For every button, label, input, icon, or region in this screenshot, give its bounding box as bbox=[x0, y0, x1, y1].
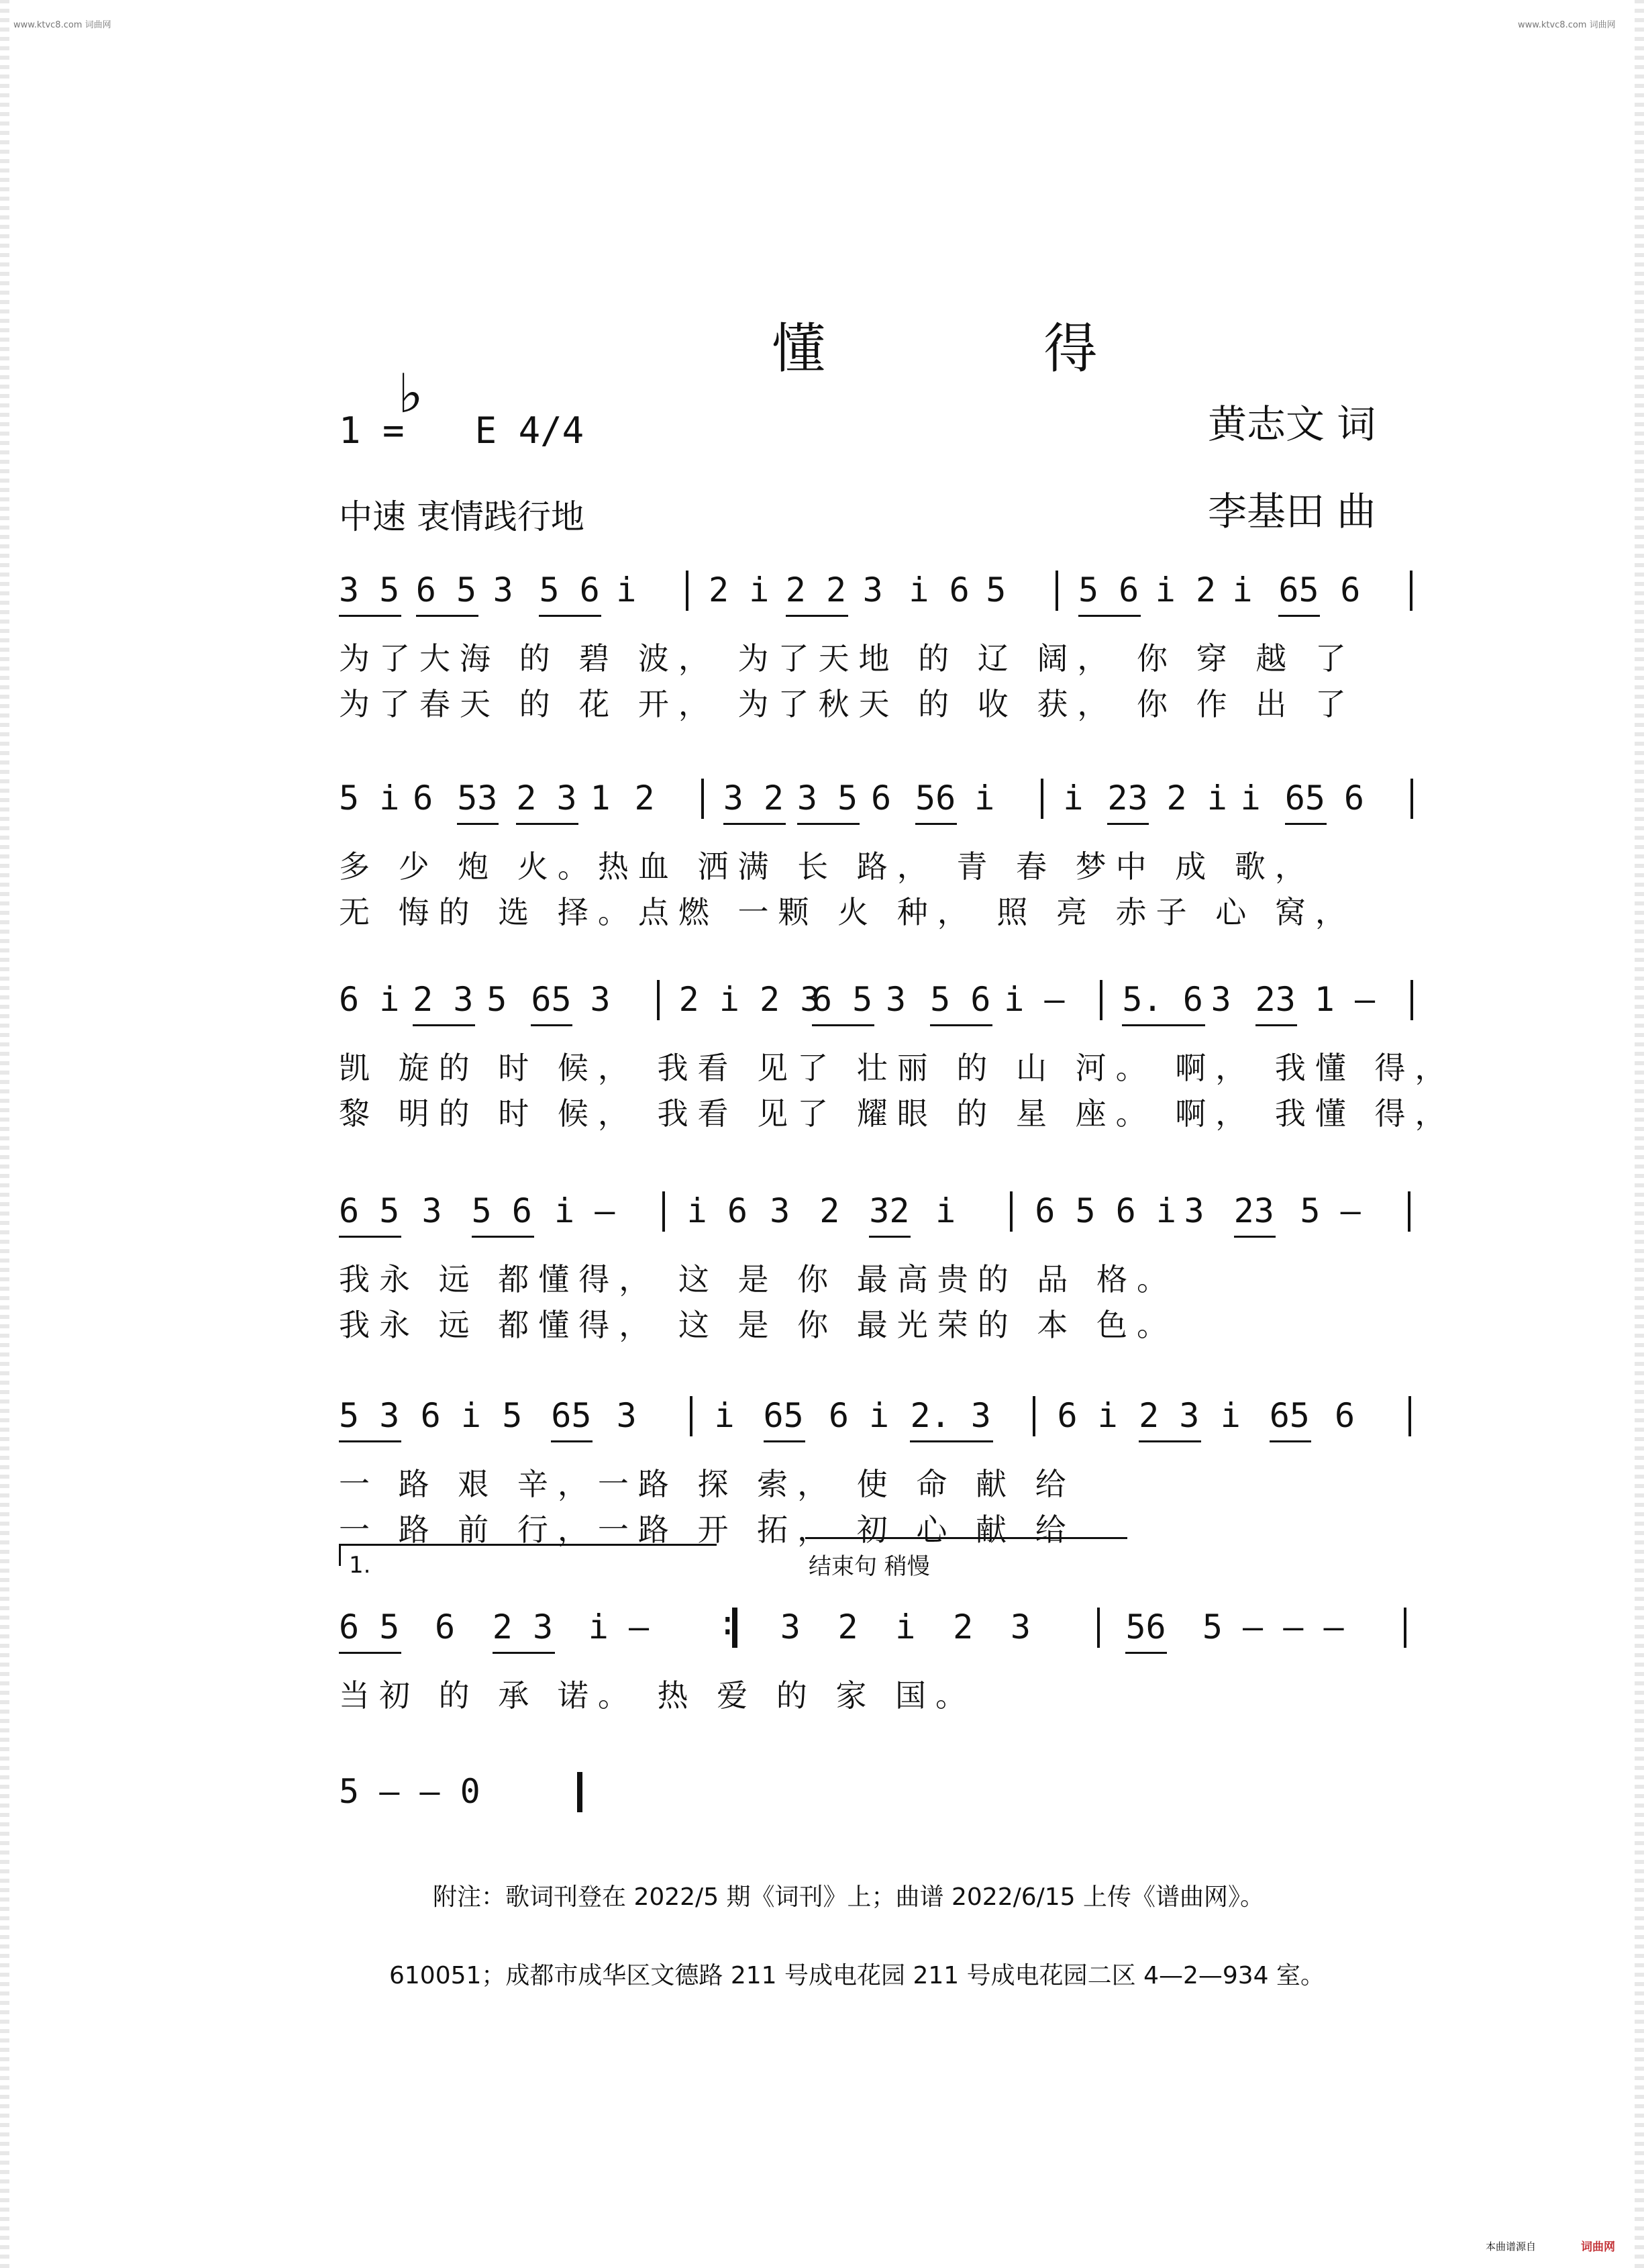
note-group: 3 bbox=[770, 1191, 790, 1230]
beam-underline bbox=[416, 615, 478, 617]
note-group: 6 5 bbox=[339, 1191, 400, 1230]
note-group: 2 bbox=[634, 779, 655, 818]
beam-underline bbox=[413, 1024, 475, 1026]
note-group: 56 bbox=[915, 779, 956, 818]
beam-underline bbox=[1255, 1024, 1297, 1026]
note-group: i bbox=[974, 779, 995, 818]
note-group: 65 bbox=[551, 1396, 592, 1435]
note-group: 6 i bbox=[1057, 1396, 1118, 1435]
note-group: 6 5 bbox=[811, 980, 873, 1019]
beam-underline bbox=[1278, 615, 1320, 617]
volta-bracket bbox=[339, 1544, 717, 1566]
note-group: 3 5 bbox=[339, 571, 400, 609]
beam-underline bbox=[723, 823, 786, 825]
note-group: 3 bbox=[1184, 1191, 1204, 1230]
lyricist-credit: 黄志文 词 bbox=[1208, 401, 1376, 447]
note-group: i — bbox=[588, 1608, 650, 1646]
barline bbox=[1404, 1608, 1406, 1648]
barline bbox=[1097, 1608, 1100, 1648]
barline bbox=[662, 1191, 665, 1232]
note-group: 2 3 bbox=[492, 1608, 554, 1646]
lyric-line: 多 少 炮 火。热血 洒满 长 路， 青 春 梦中 成 歌， bbox=[339, 848, 1315, 885]
note-group: i 6 bbox=[686, 1191, 748, 1230]
note-group: 5 — bbox=[1300, 1191, 1361, 1230]
note-group: 3 bbox=[616, 1396, 637, 1435]
note-group: 5 — — 0 bbox=[339, 1772, 480, 1811]
watermark-top-left: www.ktvc8.com 词曲网 bbox=[13, 20, 111, 30]
note-group: i bbox=[714, 1396, 735, 1435]
barline bbox=[686, 571, 688, 611]
song-title: 懂 得 bbox=[772, 317, 1198, 380]
flat-sign: ♭ bbox=[398, 362, 423, 425]
barline bbox=[1041, 779, 1043, 819]
note-group: 3 bbox=[886, 980, 907, 1019]
note-line bbox=[339, 1604, 1433, 1661]
note-group: 3 bbox=[493, 571, 513, 609]
note-line bbox=[339, 1191, 1433, 1245]
note-group: 3 bbox=[862, 571, 883, 609]
note-group: 3 bbox=[1211, 980, 1231, 1019]
note-group: 6 bbox=[1340, 571, 1361, 609]
barline bbox=[657, 980, 660, 1020]
beam-underline bbox=[786, 615, 848, 617]
note-group: 6 5 bbox=[415, 571, 477, 609]
note-group: 32 bbox=[869, 1191, 910, 1230]
lyric-line: 一 路 艰 辛，一路 探 索， 使 命 献 给 bbox=[339, 1466, 1076, 1502]
beam-underline bbox=[1234, 1236, 1276, 1238]
beam-underline bbox=[339, 1652, 401, 1654]
note-group: i bbox=[1240, 779, 1261, 818]
note-group: 3 bbox=[1010, 1608, 1031, 1646]
note-group: i bbox=[1232, 571, 1253, 609]
note-line bbox=[339, 1396, 1433, 1450]
barline bbox=[1010, 1191, 1013, 1232]
beam-underline bbox=[457, 823, 499, 825]
note-group: i 6 bbox=[909, 571, 970, 609]
note-group: 6 5 bbox=[339, 1608, 400, 1646]
beam-underline bbox=[531, 1024, 572, 1026]
beam-underline bbox=[1078, 615, 1141, 617]
barline bbox=[690, 1396, 692, 1436]
note-group: 6 i bbox=[828, 1396, 890, 1435]
beam-underline bbox=[1107, 823, 1149, 825]
note-group: 2 bbox=[819, 1191, 840, 1230]
note-group: 53 bbox=[457, 779, 498, 818]
beam-underline bbox=[1139, 1440, 1201, 1442]
note-group: 65 bbox=[1278, 571, 1319, 609]
beam-underline bbox=[1285, 823, 1327, 825]
note-group: 2 i bbox=[708, 571, 770, 609]
note-group: 6 bbox=[870, 779, 892, 818]
beam-underline bbox=[910, 1440, 993, 1442]
beam-underline bbox=[1270, 1440, 1311, 1442]
note-group: 3 5 bbox=[797, 779, 858, 818]
beam-underline bbox=[869, 1236, 911, 1238]
note-group: 3 bbox=[590, 980, 611, 1019]
lyric-line: 无 悔的 选 择。点燃 一颗 火 种， 照 亮 赤子 心 窝， bbox=[339, 894, 1355, 930]
beam-underline bbox=[472, 1236, 534, 1238]
note-group: 5 6 bbox=[1078, 571, 1139, 609]
lyric-line: 当初 的 承 诺。 热 爱 的 家 国。 bbox=[339, 1677, 976, 1714]
watermark-bottom-label: 本曲谱源自 bbox=[1486, 2240, 1537, 2253]
note-group: i bbox=[616, 571, 637, 609]
beam-underline bbox=[539, 615, 601, 617]
note-group: 5 bbox=[986, 571, 1007, 609]
barline bbox=[577, 1772, 582, 1812]
key-signature bbox=[339, 409, 584, 452]
lyric-line: 一 路 前 行，一路 开 拓， 初 心 献 给 bbox=[339, 1512, 1076, 1548]
note-group: 2 3 bbox=[1139, 1396, 1200, 1435]
lyric-line: 凯 旋的 时 候， 我看 见了 壮丽 的 山 河。 啊， 我懂 得， bbox=[339, 1050, 1455, 1086]
beam-underline bbox=[1125, 1652, 1167, 1654]
key-prefix: 1 = bbox=[339, 409, 405, 452]
note-group: i 2 bbox=[1155, 571, 1217, 609]
beam-underline bbox=[915, 823, 957, 825]
lyric-line: 为了春天 的 花 开， 为了秋天 的 收 获， 你 作 出 了 bbox=[339, 686, 1355, 722]
note-group: 5. 6 bbox=[1122, 980, 1203, 1019]
note-group: i bbox=[1063, 779, 1084, 818]
note-group: 2 3 bbox=[516, 779, 577, 818]
note-group: 23 bbox=[1255, 980, 1296, 1019]
note-group: i — bbox=[554, 1191, 615, 1230]
note-line bbox=[339, 980, 1433, 1034]
barline bbox=[701, 779, 704, 819]
beam-underline bbox=[797, 823, 860, 825]
note-group: 2 bbox=[837, 1608, 858, 1646]
note-group: i bbox=[895, 1608, 916, 1646]
note-group: 5 6 bbox=[471, 1191, 532, 1230]
note-line bbox=[339, 571, 1433, 624]
note-group: 2 i 2 3 bbox=[678, 980, 821, 1019]
note-group: 65 bbox=[1284, 779, 1325, 818]
note-group: 6 i bbox=[420, 1396, 481, 1435]
watermark-top-right: www.ktvc8.com 词曲网 bbox=[1518, 20, 1616, 30]
barline bbox=[1410, 980, 1413, 1020]
lyric-line: 为了大海 的 碧 波， 为了天地 的 辽 阔， 你 穿 越 了 bbox=[339, 640, 1355, 677]
note-group: 65 bbox=[763, 1396, 804, 1435]
note-group: 6 bbox=[413, 779, 433, 818]
note-group: 2. 3 bbox=[910, 1396, 991, 1435]
note-group: 5 — — — bbox=[1202, 1608, 1344, 1646]
note-group: 65 bbox=[1269, 1396, 1310, 1435]
note-group: 23 bbox=[1107, 779, 1148, 818]
scan-edge-right bbox=[1635, 0, 1644, 2268]
volta-number: 1. bbox=[349, 1552, 371, 1579]
note-line bbox=[339, 779, 1433, 832]
note-group: 6 i bbox=[339, 980, 400, 1019]
note-group: 2 bbox=[953, 1608, 974, 1646]
note-group: 5 6 bbox=[930, 980, 991, 1019]
barline bbox=[1408, 1396, 1411, 1436]
note-group: 5 i bbox=[339, 779, 400, 818]
note-group: 6 bbox=[1335, 1396, 1355, 1435]
note-group: i — bbox=[1004, 980, 1065, 1019]
barline bbox=[1410, 779, 1413, 819]
beam-underline bbox=[930, 1024, 992, 1026]
lyric-line: 黎 明的 时 候， 我看 见了 耀眼 的 星 座。 啊， 我懂 得， bbox=[339, 1095, 1455, 1132]
watermark-bottom-brand: 词曲网 bbox=[1581, 2240, 1615, 2254]
note-group: 3 2 bbox=[723, 779, 784, 818]
note-line bbox=[339, 1772, 1433, 1826]
note-group: i bbox=[1220, 1396, 1241, 1435]
beam-underline bbox=[493, 1652, 555, 1654]
beam-underline bbox=[339, 615, 401, 617]
footnote-address: 610051；成都市成华区文德路 211 号成电花园 211 号成电花园二区 4—2—934 室。 bbox=[389, 1962, 1325, 1989]
beam-underline bbox=[551, 1440, 593, 1442]
barline bbox=[1100, 980, 1102, 1020]
beam-underline bbox=[812, 1024, 874, 1026]
note-group: 3 bbox=[780, 1608, 801, 1646]
note-group: 5 3 bbox=[339, 1396, 400, 1435]
note-group: 3 bbox=[421, 1191, 442, 1230]
note-group: 1 bbox=[590, 779, 611, 818]
tempo-marking: 中速 衷情践行地 bbox=[339, 497, 584, 536]
note-group: 6 bbox=[1343, 779, 1364, 818]
beam-underline bbox=[516, 823, 578, 825]
beam-underline bbox=[764, 1440, 805, 1442]
note-group: 6 bbox=[434, 1608, 456, 1646]
note-group: 5 bbox=[502, 1396, 523, 1435]
beam-underline bbox=[339, 1440, 401, 1442]
note-group: 1 — bbox=[1314, 980, 1376, 1019]
note-group: 5 6 bbox=[539, 571, 600, 609]
note-group: i bbox=[935, 1191, 956, 1230]
scan-edge-left bbox=[0, 0, 9, 2268]
composer-credit: 李基田 曲 bbox=[1208, 489, 1376, 534]
lyric-line: 我永 远 都懂得， 这 是 你 最光荣的 本 色。 bbox=[339, 1307, 1177, 1343]
note-group: 2 i bbox=[1166, 779, 1227, 818]
beam-underline bbox=[1122, 1024, 1205, 1026]
lyric-line: 我永 远 都懂得， 这 是 你 最高贵的 品 格。 bbox=[339, 1261, 1177, 1297]
barline bbox=[1410, 571, 1412, 611]
barline bbox=[1056, 571, 1058, 611]
barline bbox=[1408, 1191, 1410, 1232]
note-group: 6 5 6 i bbox=[1035, 1191, 1176, 1230]
footnote-publication: 附注：歌词刊登在 2022/5 期《词刊》上；曲谱 2022/6/15 上传《谱曲网》。 bbox=[433, 1883, 1265, 1911]
barline bbox=[1033, 1396, 1035, 1436]
beam-underline bbox=[339, 1236, 401, 1238]
repeat-dots: : bbox=[717, 1604, 738, 1642]
note-group: 5 bbox=[486, 980, 507, 1019]
note-group: 65 bbox=[531, 980, 572, 1019]
note-group: 2 3 bbox=[413, 980, 474, 1019]
note-group: 23 bbox=[1233, 1191, 1274, 1230]
coda-mark: 结束句 稍慢 bbox=[809, 1553, 930, 1580]
note-group: 56 bbox=[1125, 1608, 1166, 1646]
key-rest: E 4/4 bbox=[474, 409, 584, 452]
note-group: 2 2 bbox=[785, 571, 847, 609]
